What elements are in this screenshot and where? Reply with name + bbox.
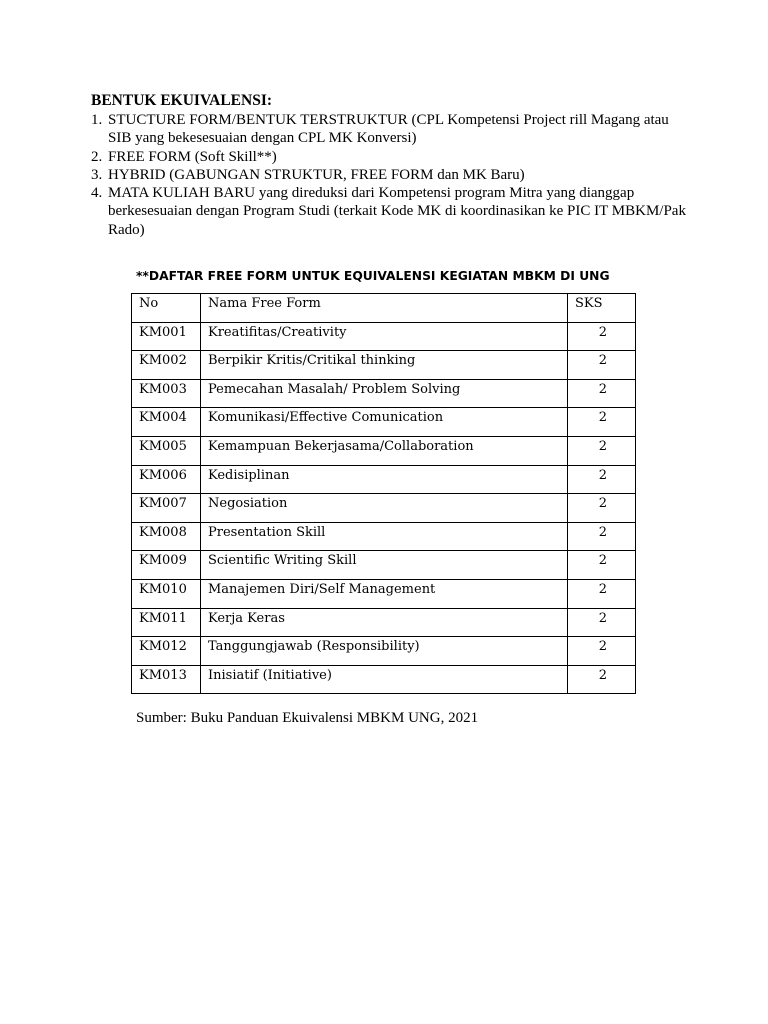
cell-name: Kedisiplinan xyxy=(201,465,568,494)
cell-name: Scientific Writing Skill xyxy=(201,551,568,580)
table-row xyxy=(132,322,636,351)
table-row xyxy=(132,351,636,380)
cell-code: KM013 xyxy=(132,665,201,694)
cell-code: KM005 xyxy=(132,436,201,465)
list-item-number: 2. xyxy=(91,148,103,165)
list-item xyxy=(91,166,691,184)
cell-sks: 2 xyxy=(568,522,636,551)
table-row xyxy=(132,494,636,523)
cell-code: KM003 xyxy=(132,379,201,408)
cell-sks: 2 xyxy=(568,408,636,437)
document-heading: BENTUK EKUIVALENSI: xyxy=(91,92,273,109)
cell-code: KM002 xyxy=(132,351,201,380)
header-sks: SKS xyxy=(568,294,636,323)
list-item xyxy=(91,148,691,166)
cell-name: Inisiatif (Initiative) xyxy=(201,665,568,694)
header-no: No xyxy=(132,294,201,323)
cell-code: KM001 xyxy=(132,322,201,351)
table-row xyxy=(132,637,636,666)
list-item xyxy=(91,111,691,148)
cell-code: KM012 xyxy=(132,637,201,666)
cell-code: KM009 xyxy=(132,551,201,580)
table-row xyxy=(132,465,636,494)
cell-name: Kreatifitas/Creativity xyxy=(201,322,568,351)
list-item-text: FREE FORM (Soft Skill**) xyxy=(108,148,277,165)
cell-code: KM011 xyxy=(132,608,201,637)
cell-code: KM006 xyxy=(132,465,201,494)
cell-code: KM007 xyxy=(132,494,201,523)
cell-sks: 2 xyxy=(568,465,636,494)
cell-sks: 2 xyxy=(568,579,636,608)
cell-sks: 2 xyxy=(568,665,636,694)
cell-sks: 2 xyxy=(568,351,636,380)
source-citation: Sumber: Buku Panduan Ekuivalensi MBKM UNG, 2021 xyxy=(136,710,479,726)
table-row xyxy=(132,436,636,465)
equivalence-form-list xyxy=(91,111,691,239)
cell-code: KM004 xyxy=(132,408,201,437)
cell-code: KM008 xyxy=(132,522,201,551)
cell-sks: 2 xyxy=(568,608,636,637)
list-item-number: 4. xyxy=(91,185,103,202)
table-row xyxy=(132,522,636,551)
cell-sks: 2 xyxy=(568,379,636,408)
table-row xyxy=(132,665,636,694)
cell-sks: 2 xyxy=(568,436,636,465)
table-row xyxy=(132,379,636,408)
cell-sks: 2 xyxy=(568,322,636,351)
list-item-number: 3. xyxy=(91,166,103,183)
cell-sks: 2 xyxy=(568,494,636,523)
list-item-number: 1. xyxy=(91,112,103,128)
cell-name: Kerja Keras xyxy=(201,608,568,637)
cell-code: KM010 xyxy=(132,579,201,608)
table-title: **DAFTAR FREE FORM UNTUK EQUIVALENSI KEGIATAN MBKM DI UNG xyxy=(136,269,610,283)
table-row xyxy=(132,579,636,608)
table-row xyxy=(132,408,636,437)
cell-name: Presentation Skill xyxy=(201,522,568,551)
cell-name: Tanggungjawab (Responsibility) xyxy=(201,637,568,666)
list-item xyxy=(91,184,691,239)
cell-name: Manajemen Diri/Self Management xyxy=(201,579,568,608)
cell-name: Negosiation xyxy=(201,494,568,523)
cell-sks: 2 xyxy=(568,637,636,666)
list-item-text: MATA KULIAH BARU yang direduksi dari Kompetensi program Mitra yang dianggap berkesesuaian dengan Program Studi (terkait Kode MK di koordinasikan ke PIC IT MBKM/Pak Rado) xyxy=(108,185,686,238)
cell-name: Kemampuan Bekerjasama/Collaboration xyxy=(201,436,568,465)
table-row xyxy=(132,608,636,637)
free-form-table xyxy=(131,293,636,694)
cell-name: Komunikasi/Effective Comunication xyxy=(201,408,568,437)
table-header-row xyxy=(132,294,636,323)
table-row xyxy=(132,551,636,580)
cell-sks: 2 xyxy=(568,551,636,580)
header-name: Nama Free Form xyxy=(201,294,568,323)
list-item-text: STUCTURE FORM/BENTUK TERSTRUKTUR (CPL Kompetensi Project rill Magang atau SIB yang bekesesuaian dengan CPL MK Konversi) xyxy=(108,112,669,147)
cell-name: Pemecahan Masalah/ Problem Solving xyxy=(201,379,568,408)
cell-name: Berpikir Kritis/Critikal thinking xyxy=(201,351,568,380)
list-item-text: HYBRID (GABUNGAN STRUKTUR, FREE FORM dan MK Baru) xyxy=(108,166,525,183)
